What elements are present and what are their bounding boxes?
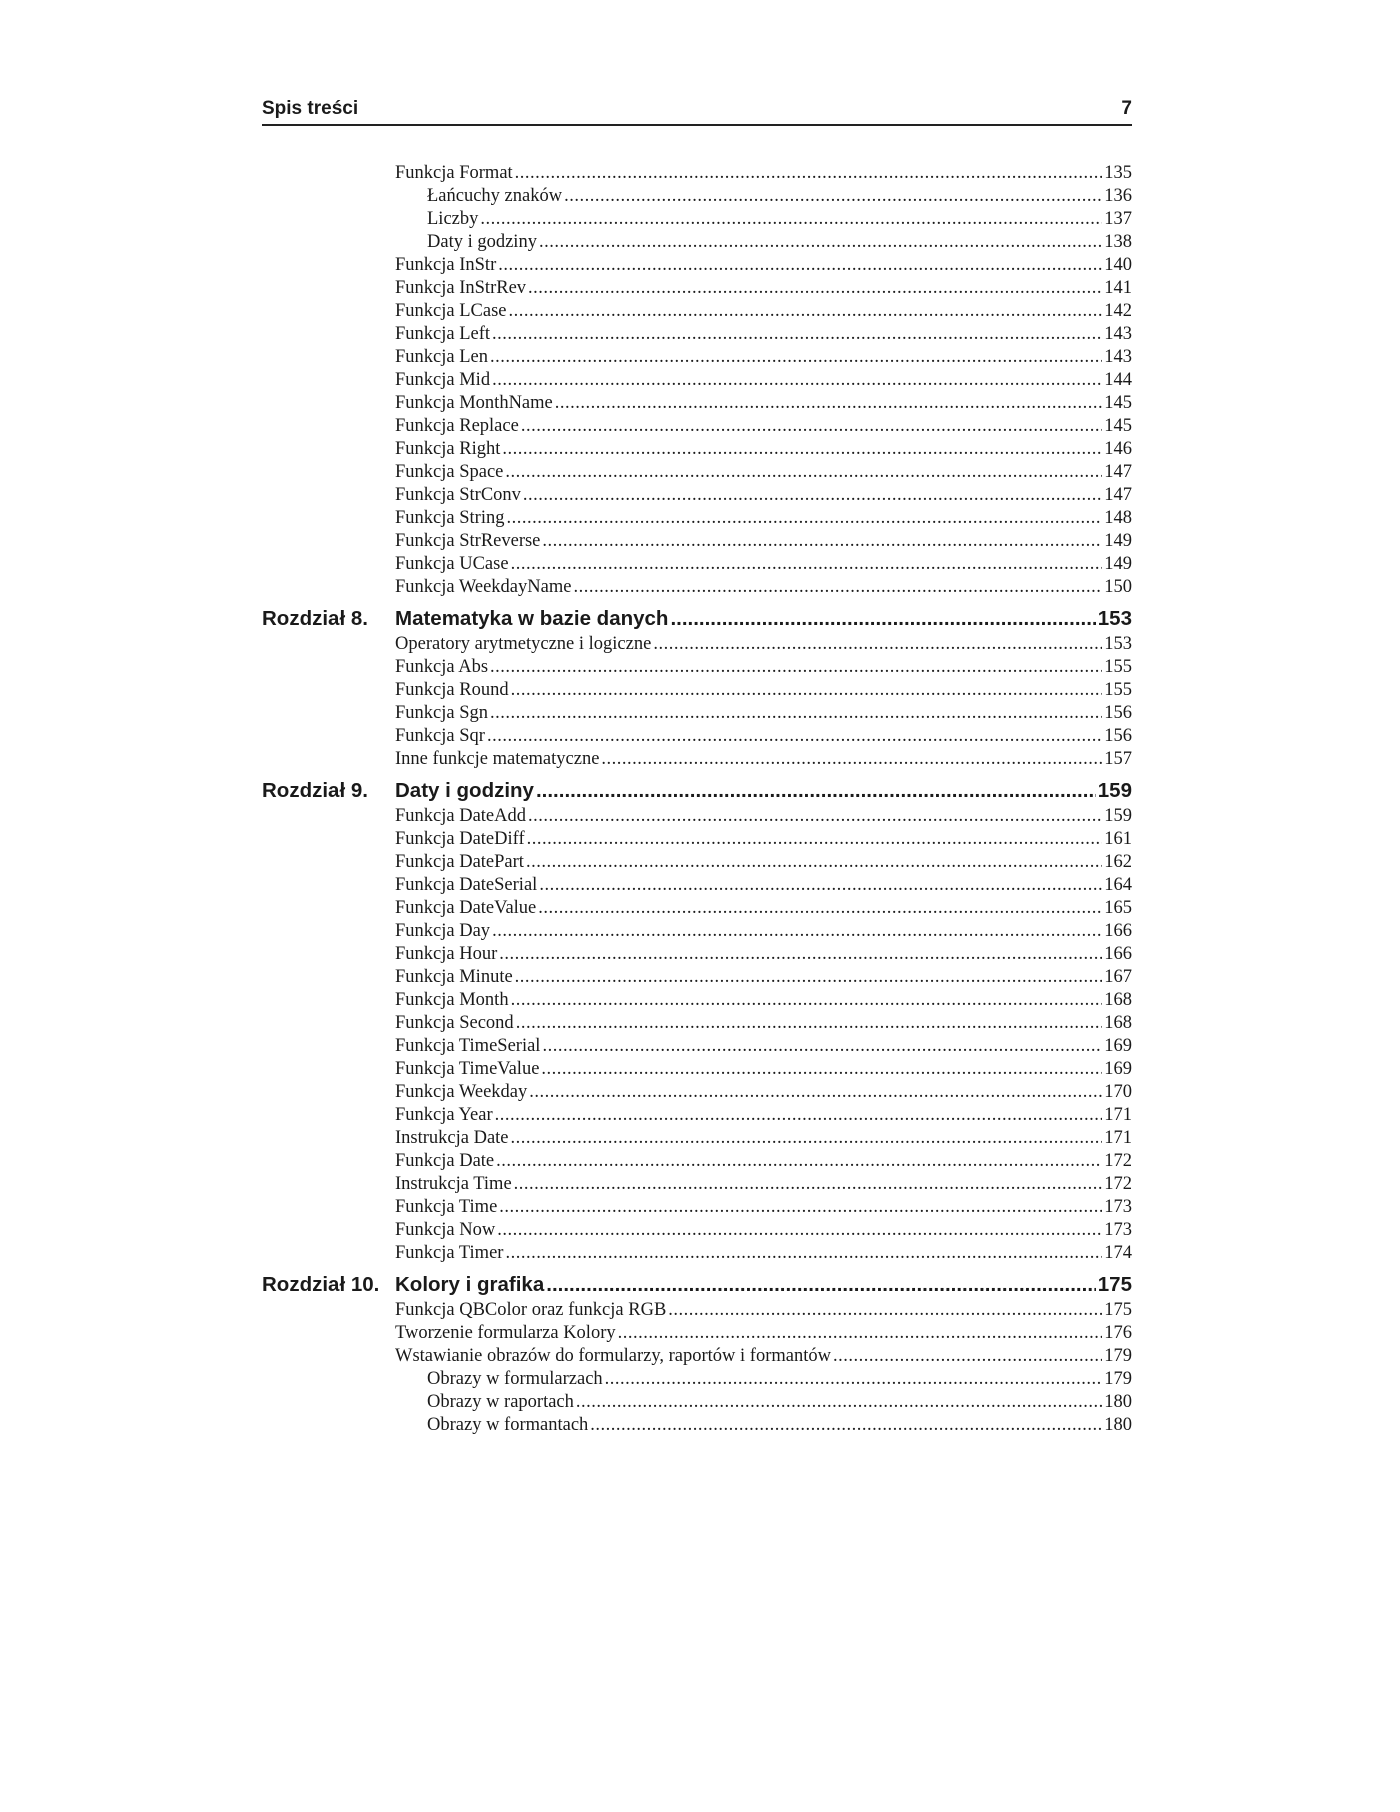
dot-leader — [515, 966, 1103, 989]
toc-entry — [262, 1219, 1132, 1242]
chapter-heading — [262, 777, 1132, 805]
entry-title: Funkcja Abs — [395, 657, 489, 677]
dot-leader — [496, 1150, 1102, 1173]
toc-entry — [262, 576, 1132, 599]
entry-page: 150 — [1104, 577, 1132, 597]
entry-title: Funkcja WeekdayName — [395, 577, 572, 597]
entry-title: Funkcja QBColor oraz funkcja RGB — [395, 1300, 667, 1320]
toc-entry — [262, 438, 1132, 461]
entry-title: Funkcja StrReverse — [395, 531, 541, 551]
toc-entry — [262, 989, 1132, 1012]
toc-entry — [262, 725, 1132, 748]
toc-entry — [262, 507, 1132, 530]
entry-page: 144 — [1104, 370, 1132, 390]
entry-page: 140 — [1104, 255, 1132, 275]
toc-entry — [262, 369, 1132, 392]
entry-title: Funkcja Time — [395, 1197, 498, 1217]
toc-entry — [262, 530, 1132, 553]
dot-leader — [564, 185, 1102, 208]
chapter-label: Rozdział 10. — [262, 1273, 380, 1296]
entry-page: 156 — [1104, 703, 1132, 723]
dot-leader — [516, 1012, 1103, 1035]
entry-title: Funkcja Mid — [395, 370, 491, 390]
entry-title: Funkcja Right — [395, 439, 501, 459]
entry-page: 169 — [1104, 1059, 1132, 1079]
chapter-heading — [262, 605, 1132, 633]
entry-title: Funkcja Round — [395, 680, 509, 700]
chapter-page: 175 — [1097, 1273, 1132, 1296]
dot-leader — [527, 828, 1103, 851]
entry-page: 162 — [1104, 852, 1132, 872]
toc-entry — [262, 300, 1132, 323]
dot-leader — [526, 851, 1102, 874]
dot-leader — [521, 415, 1102, 438]
dot-leader — [529, 1081, 1102, 1104]
toc-entry — [262, 1299, 1132, 1322]
entry-title: Funkcja DateSerial — [395, 875, 538, 895]
toc-entry — [262, 679, 1132, 702]
dot-leader — [511, 989, 1103, 1012]
dot-leader — [499, 1196, 1102, 1219]
entry-title: Instrukcja Time — [395, 1174, 512, 1194]
dot-leader — [542, 530, 1102, 553]
entry-title: Operatory arytmetyczne i logiczne — [395, 634, 652, 654]
entry-page: 153 — [1104, 634, 1132, 654]
entry-page: 142 — [1104, 301, 1132, 321]
entry-page: 173 — [1104, 1197, 1132, 1217]
entry-title: Funkcja TimeValue — [395, 1059, 540, 1079]
dot-leader — [523, 484, 1102, 507]
toc-entry — [262, 254, 1132, 277]
dot-leader — [670, 605, 1095, 633]
toc-entry — [262, 702, 1132, 725]
entry-title: Obrazy w formantach — [427, 1415, 589, 1435]
chapter-label: Rozdział 8. — [262, 607, 368, 630]
toc-entry — [262, 1104, 1132, 1127]
dot-leader — [539, 874, 1102, 897]
entry-title: Liczby — [427, 209, 479, 229]
entry-title: Obrazy w formularzach — [427, 1369, 603, 1389]
dot-leader — [601, 748, 1102, 771]
dot-leader — [490, 702, 1102, 725]
dot-leader — [668, 1299, 1102, 1322]
entry-title: Funkcja StrConv — [395, 485, 521, 505]
toc-entry — [262, 656, 1132, 679]
entry-title: Funkcja Space — [395, 462, 504, 482]
toc-entry — [262, 461, 1132, 484]
entry-page: 170 — [1104, 1082, 1132, 1102]
toc-entry — [262, 748, 1132, 771]
toc-entry — [262, 1173, 1132, 1196]
toc-entry — [262, 346, 1132, 369]
toc-entry — [262, 392, 1132, 415]
toc-entry — [262, 1322, 1132, 1345]
dot-leader — [539, 231, 1102, 254]
entry-page: 135 — [1104, 163, 1132, 183]
toc-entry — [262, 1242, 1132, 1265]
entry-title: Funkcja UCase — [395, 554, 509, 574]
entry-page: 176 — [1104, 1323, 1132, 1343]
entry-page: 137 — [1104, 209, 1132, 229]
dot-leader — [509, 300, 1103, 323]
entry-title: Funkcja InStr — [395, 255, 497, 275]
entry-title: Funkcja DateValue — [395, 898, 537, 918]
toc-entry — [262, 553, 1132, 576]
chapter-heading — [262, 1271, 1132, 1299]
entry-title: Funkcja DateAdd — [395, 806, 527, 826]
entry-title: Funkcja Sgn — [395, 703, 489, 723]
entry-title: Funkcja Day — [395, 921, 491, 941]
dot-leader — [546, 1271, 1096, 1299]
section-title: Spis treści — [262, 98, 359, 119]
chapter-title: Kolory i grafika — [395, 1273, 545, 1296]
entry-title: Tworzenie formularza Kolory — [395, 1323, 616, 1343]
page-number: 7 — [1121, 98, 1132, 119]
entry-page: 155 — [1104, 657, 1132, 677]
entry-title: Funkcja DatePart — [395, 852, 524, 872]
entry-page: 174 — [1104, 1243, 1132, 1263]
entry-title: Instrukcja Date — [395, 1128, 509, 1148]
entry-title: Łańcuchy znaków — [427, 186, 563, 206]
dot-leader — [573, 576, 1102, 599]
chapter-label: Rozdział 9. — [262, 779, 368, 802]
entry-page: 143 — [1104, 347, 1132, 367]
entry-title: Wstawianie obrazów do formularzy, raportów i formantów — [395, 1346, 831, 1366]
toc-entry — [262, 920, 1132, 943]
entry-page: 147 — [1104, 462, 1132, 482]
toc-entry — [262, 828, 1132, 851]
toc-entry — [262, 966, 1132, 989]
entry-page: 167 — [1104, 967, 1132, 987]
dot-leader — [536, 777, 1096, 805]
entry-page: 166 — [1104, 944, 1132, 964]
entry-title: Funkcja DateDiff — [395, 829, 525, 849]
running-header — [262, 96, 1132, 126]
dot-leader — [492, 323, 1102, 346]
dot-leader — [487, 725, 1102, 748]
entry-title: Funkcja Timer — [395, 1243, 504, 1263]
dot-leader — [490, 656, 1102, 679]
entry-page: 138 — [1104, 232, 1132, 252]
entry-title: Funkcja InStrRev — [395, 278, 527, 298]
entry-title: Funkcja Hour — [395, 944, 498, 964]
entry-title: Obrazy w raportach — [427, 1392, 574, 1412]
entry-page: 172 — [1104, 1174, 1132, 1194]
entry-page: 179 — [1104, 1369, 1132, 1389]
dot-leader — [497, 1219, 1102, 1242]
dot-leader — [480, 208, 1102, 231]
entry-page: 145 — [1104, 393, 1132, 413]
entry-page: 168 — [1104, 1013, 1132, 1033]
entry-page: 157 — [1104, 749, 1132, 769]
entry-page: 171 — [1104, 1128, 1132, 1148]
chapter-page: 159 — [1097, 779, 1132, 802]
entry-page: 155 — [1104, 680, 1132, 700]
toc-entry — [262, 1081, 1132, 1104]
entry-title: Funkcja Left — [395, 324, 491, 344]
dot-leader — [511, 553, 1103, 576]
toc-entry — [262, 208, 1132, 231]
dot-leader — [541, 1058, 1102, 1081]
toc-entry — [262, 323, 1132, 346]
dot-leader — [505, 1242, 1102, 1265]
entry-page: 146 — [1104, 439, 1132, 459]
entry-page: 171 — [1104, 1105, 1132, 1125]
toc-entry — [262, 633, 1132, 656]
entry-page: 169 — [1104, 1036, 1132, 1056]
dot-leader — [499, 943, 1102, 966]
entry-title: Funkcja String — [395, 508, 505, 528]
toc-entry — [262, 1414, 1132, 1437]
entry-page: 166 — [1104, 921, 1132, 941]
chapter-title: Daty i godziny — [395, 779, 534, 802]
entry-page: 161 — [1104, 829, 1132, 849]
entry-page: 180 — [1104, 1415, 1132, 1435]
entry-page: 148 — [1104, 508, 1132, 528]
dot-leader — [528, 805, 1102, 828]
entry-page: 149 — [1104, 531, 1132, 551]
dot-leader — [590, 1414, 1102, 1437]
dot-leader — [495, 1104, 1103, 1127]
toc-entry — [262, 1012, 1132, 1035]
entry-page: 180 — [1104, 1392, 1132, 1412]
dot-leader — [833, 1345, 1102, 1368]
dot-leader — [506, 507, 1102, 530]
toc-entry — [262, 1391, 1132, 1414]
dot-leader — [492, 369, 1102, 392]
dot-leader — [498, 254, 1102, 277]
entry-title: Funkcja Minute — [395, 967, 513, 987]
entry-page: 156 — [1104, 726, 1132, 746]
entry-page: 172 — [1104, 1151, 1132, 1171]
dot-leader — [492, 920, 1102, 943]
toc-entry — [262, 1150, 1132, 1173]
entry-title: Funkcja Year — [395, 1105, 493, 1125]
entry-page: 149 — [1104, 554, 1132, 574]
dot-leader — [605, 1368, 1103, 1391]
toc-entry — [262, 943, 1132, 966]
dot-leader — [515, 162, 1103, 185]
toc-entry — [262, 1196, 1132, 1219]
entry-title: Funkcja MonthName — [395, 393, 553, 413]
entry-page: 179 — [1104, 1346, 1132, 1366]
entry-title: Funkcja Sqr — [395, 726, 485, 746]
toc-entry — [262, 415, 1132, 438]
entry-page: 143 — [1104, 324, 1132, 344]
toc-entry — [262, 1127, 1132, 1150]
dot-leader — [528, 277, 1102, 300]
entry-page: 165 — [1104, 898, 1132, 918]
entry-title: Funkcja Month — [395, 990, 509, 1010]
entry-page: 141 — [1104, 278, 1132, 298]
dot-leader — [538, 897, 1102, 920]
entry-title: Funkcja Now — [395, 1220, 496, 1240]
dot-leader — [511, 1127, 1103, 1150]
entry-title: Funkcja Date — [395, 1151, 495, 1171]
entry-title: Funkcja Replace — [395, 416, 519, 436]
toc-entry — [262, 1345, 1132, 1368]
entry-page: 168 — [1104, 990, 1132, 1010]
entry-title: Funkcja Format — [395, 163, 513, 183]
entry-title: Inne funkcje matematyczne — [395, 749, 600, 769]
dot-leader — [511, 679, 1103, 702]
dot-leader — [505, 461, 1102, 484]
chapter-title: Matematyka w bazie danych — [395, 607, 669, 630]
toc-entry — [262, 185, 1132, 208]
entry-page: 164 — [1104, 875, 1132, 895]
dot-leader — [618, 1322, 1103, 1345]
toc-entry — [262, 1058, 1132, 1081]
toc-entry — [262, 231, 1132, 254]
entry-page: 147 — [1104, 485, 1132, 505]
toc-entry — [262, 277, 1132, 300]
toc-entry — [262, 897, 1132, 920]
entry-title: Funkcja Len — [395, 347, 488, 367]
entry-title: Daty i godziny — [427, 232, 537, 252]
dot-leader — [542, 1035, 1102, 1058]
entry-title: Funkcja Weekday — [395, 1082, 528, 1102]
entry-page: 175 — [1104, 1300, 1132, 1320]
dot-leader — [653, 633, 1102, 656]
table-of-contents — [262, 162, 1132, 1437]
dot-leader — [576, 1391, 1102, 1414]
toc-entry — [262, 162, 1132, 185]
toc-entry — [262, 874, 1132, 897]
toc-entry — [262, 805, 1132, 828]
entry-title: Funkcja TimeSerial — [395, 1036, 541, 1056]
entry-page: 173 — [1104, 1220, 1132, 1240]
toc-entry — [262, 851, 1132, 874]
entry-title: Funkcja Second — [395, 1013, 514, 1033]
toc-entry — [262, 484, 1132, 507]
entry-page: 145 — [1104, 416, 1132, 436]
dot-leader — [490, 346, 1102, 369]
dot-leader — [502, 438, 1102, 461]
entry-page: 159 — [1104, 806, 1132, 826]
toc-entry — [262, 1368, 1132, 1391]
toc-entry — [262, 1035, 1132, 1058]
entry-title: Funkcja LCase — [395, 301, 507, 321]
entry-page: 136 — [1104, 186, 1132, 206]
dot-leader — [514, 1173, 1103, 1196]
dot-leader — [555, 392, 1103, 415]
chapter-page: 153 — [1097, 607, 1132, 630]
